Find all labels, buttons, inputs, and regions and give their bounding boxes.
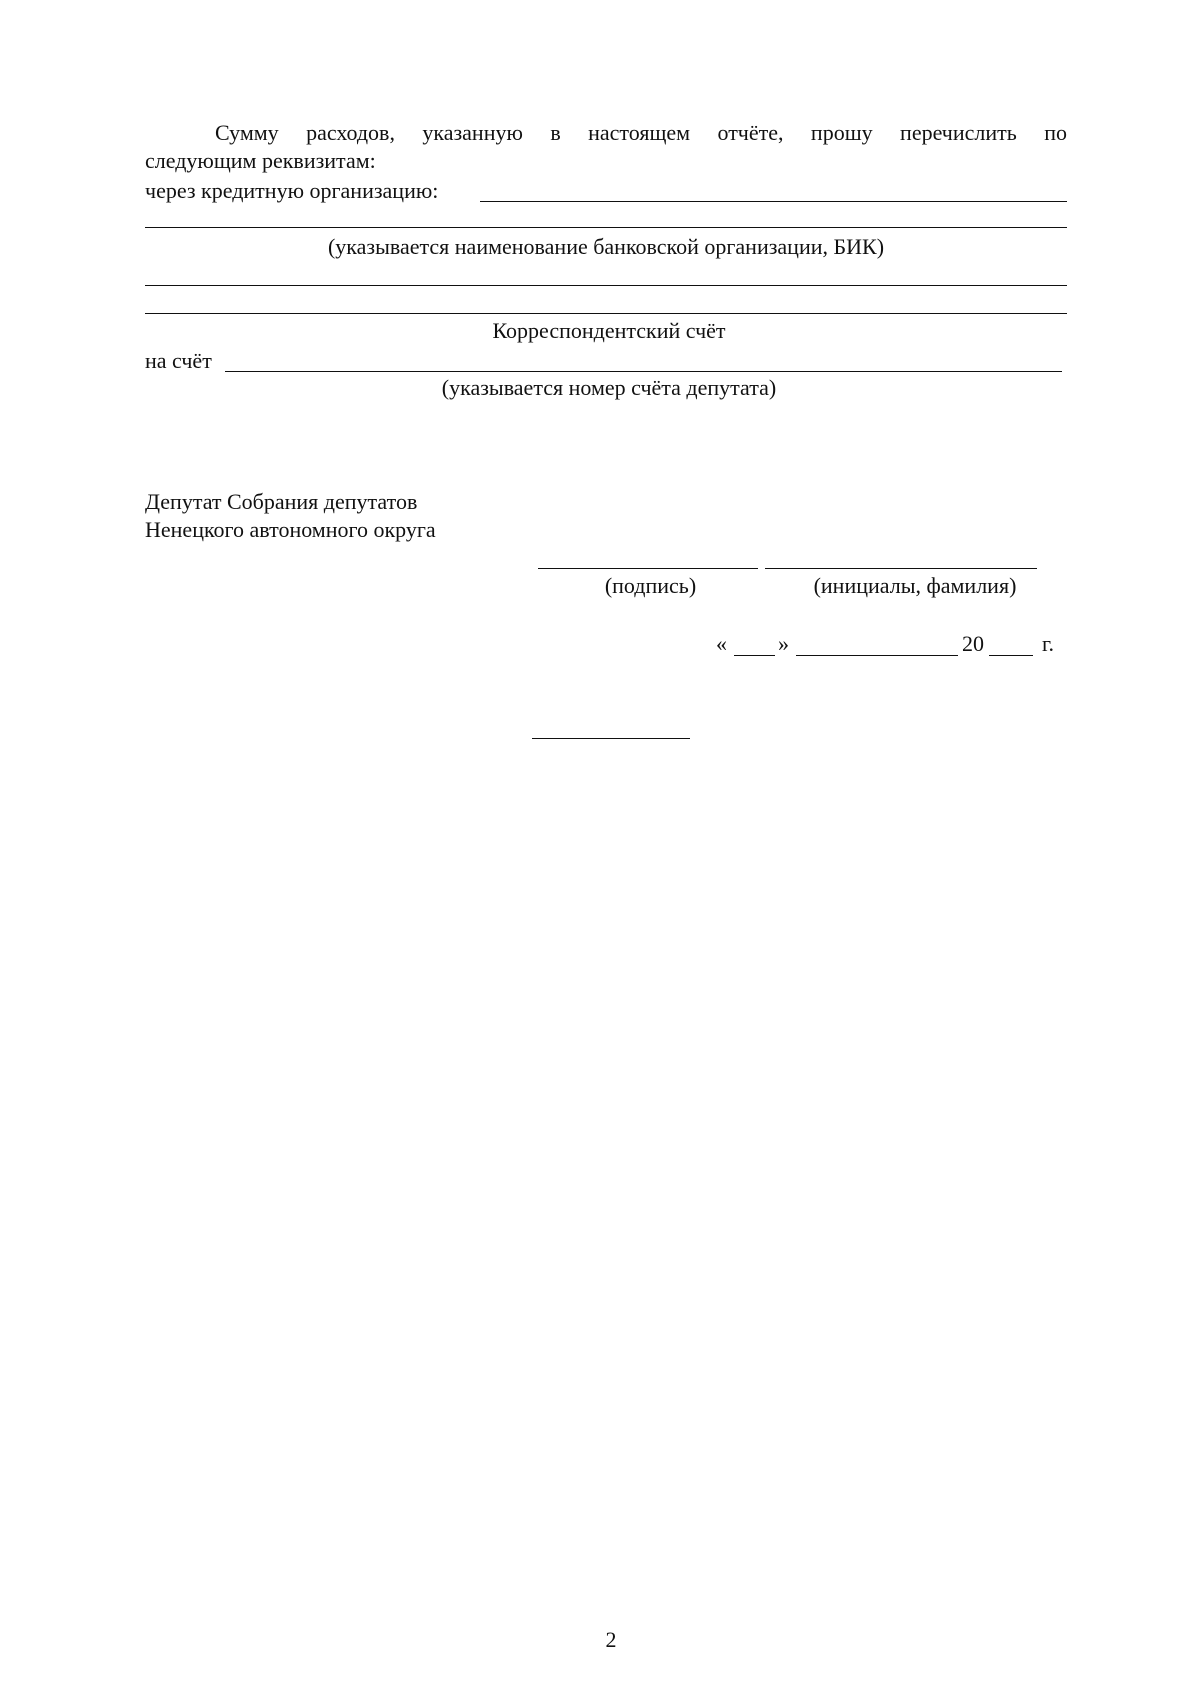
bank-name-field-line-2[interactable] [145, 227, 1067, 228]
date-year-suffix: г. [1042, 631, 1055, 656]
bank-caption: (указывается наименование банковской организации, БИК) [327, 234, 885, 259]
bank-details-line-4[interactable] [145, 313, 1067, 314]
date-month-field-line[interactable] [796, 655, 958, 656]
deputy-title-line2: Ненецкого автономного округа [145, 517, 436, 542]
signature-field-line[interactable] [538, 568, 758, 569]
account-label: на счёт [145, 348, 212, 373]
name-field-line[interactable] [765, 568, 1037, 569]
date-year-prefix: 20 [962, 631, 984, 656]
request-text-line1: Сумму расходов, указанную в настоящем отчёте, прошу перечислить по [215, 120, 1067, 145]
signature-caption: (подпись) [604, 573, 697, 598]
account-caption: (указывается номер счёта депутата) [441, 375, 777, 400]
request-text-line2: следующим реквизитам: [145, 148, 376, 173]
deputy-title-line1: Депутат Собрания депутатов [145, 489, 418, 514]
end-separator-line [532, 738, 690, 739]
page-number: 2 [605, 1627, 617, 1652]
date-year-field-line[interactable] [989, 655, 1033, 656]
account-number-field-line[interactable] [225, 371, 1062, 372]
bank-name-field-line[interactable] [480, 201, 1067, 202]
name-caption: (инициалы, фамилия) [813, 573, 1017, 598]
date-close-quote: » [778, 631, 789, 656]
corr-account-caption: Корреспондентский счёт [492, 318, 726, 343]
date-day-field-line[interactable] [734, 655, 775, 656]
bank-details-line-3[interactable] [145, 285, 1067, 286]
date-open-quote: « [716, 631, 727, 656]
bank-label: через кредитную организацию: [145, 178, 439, 203]
